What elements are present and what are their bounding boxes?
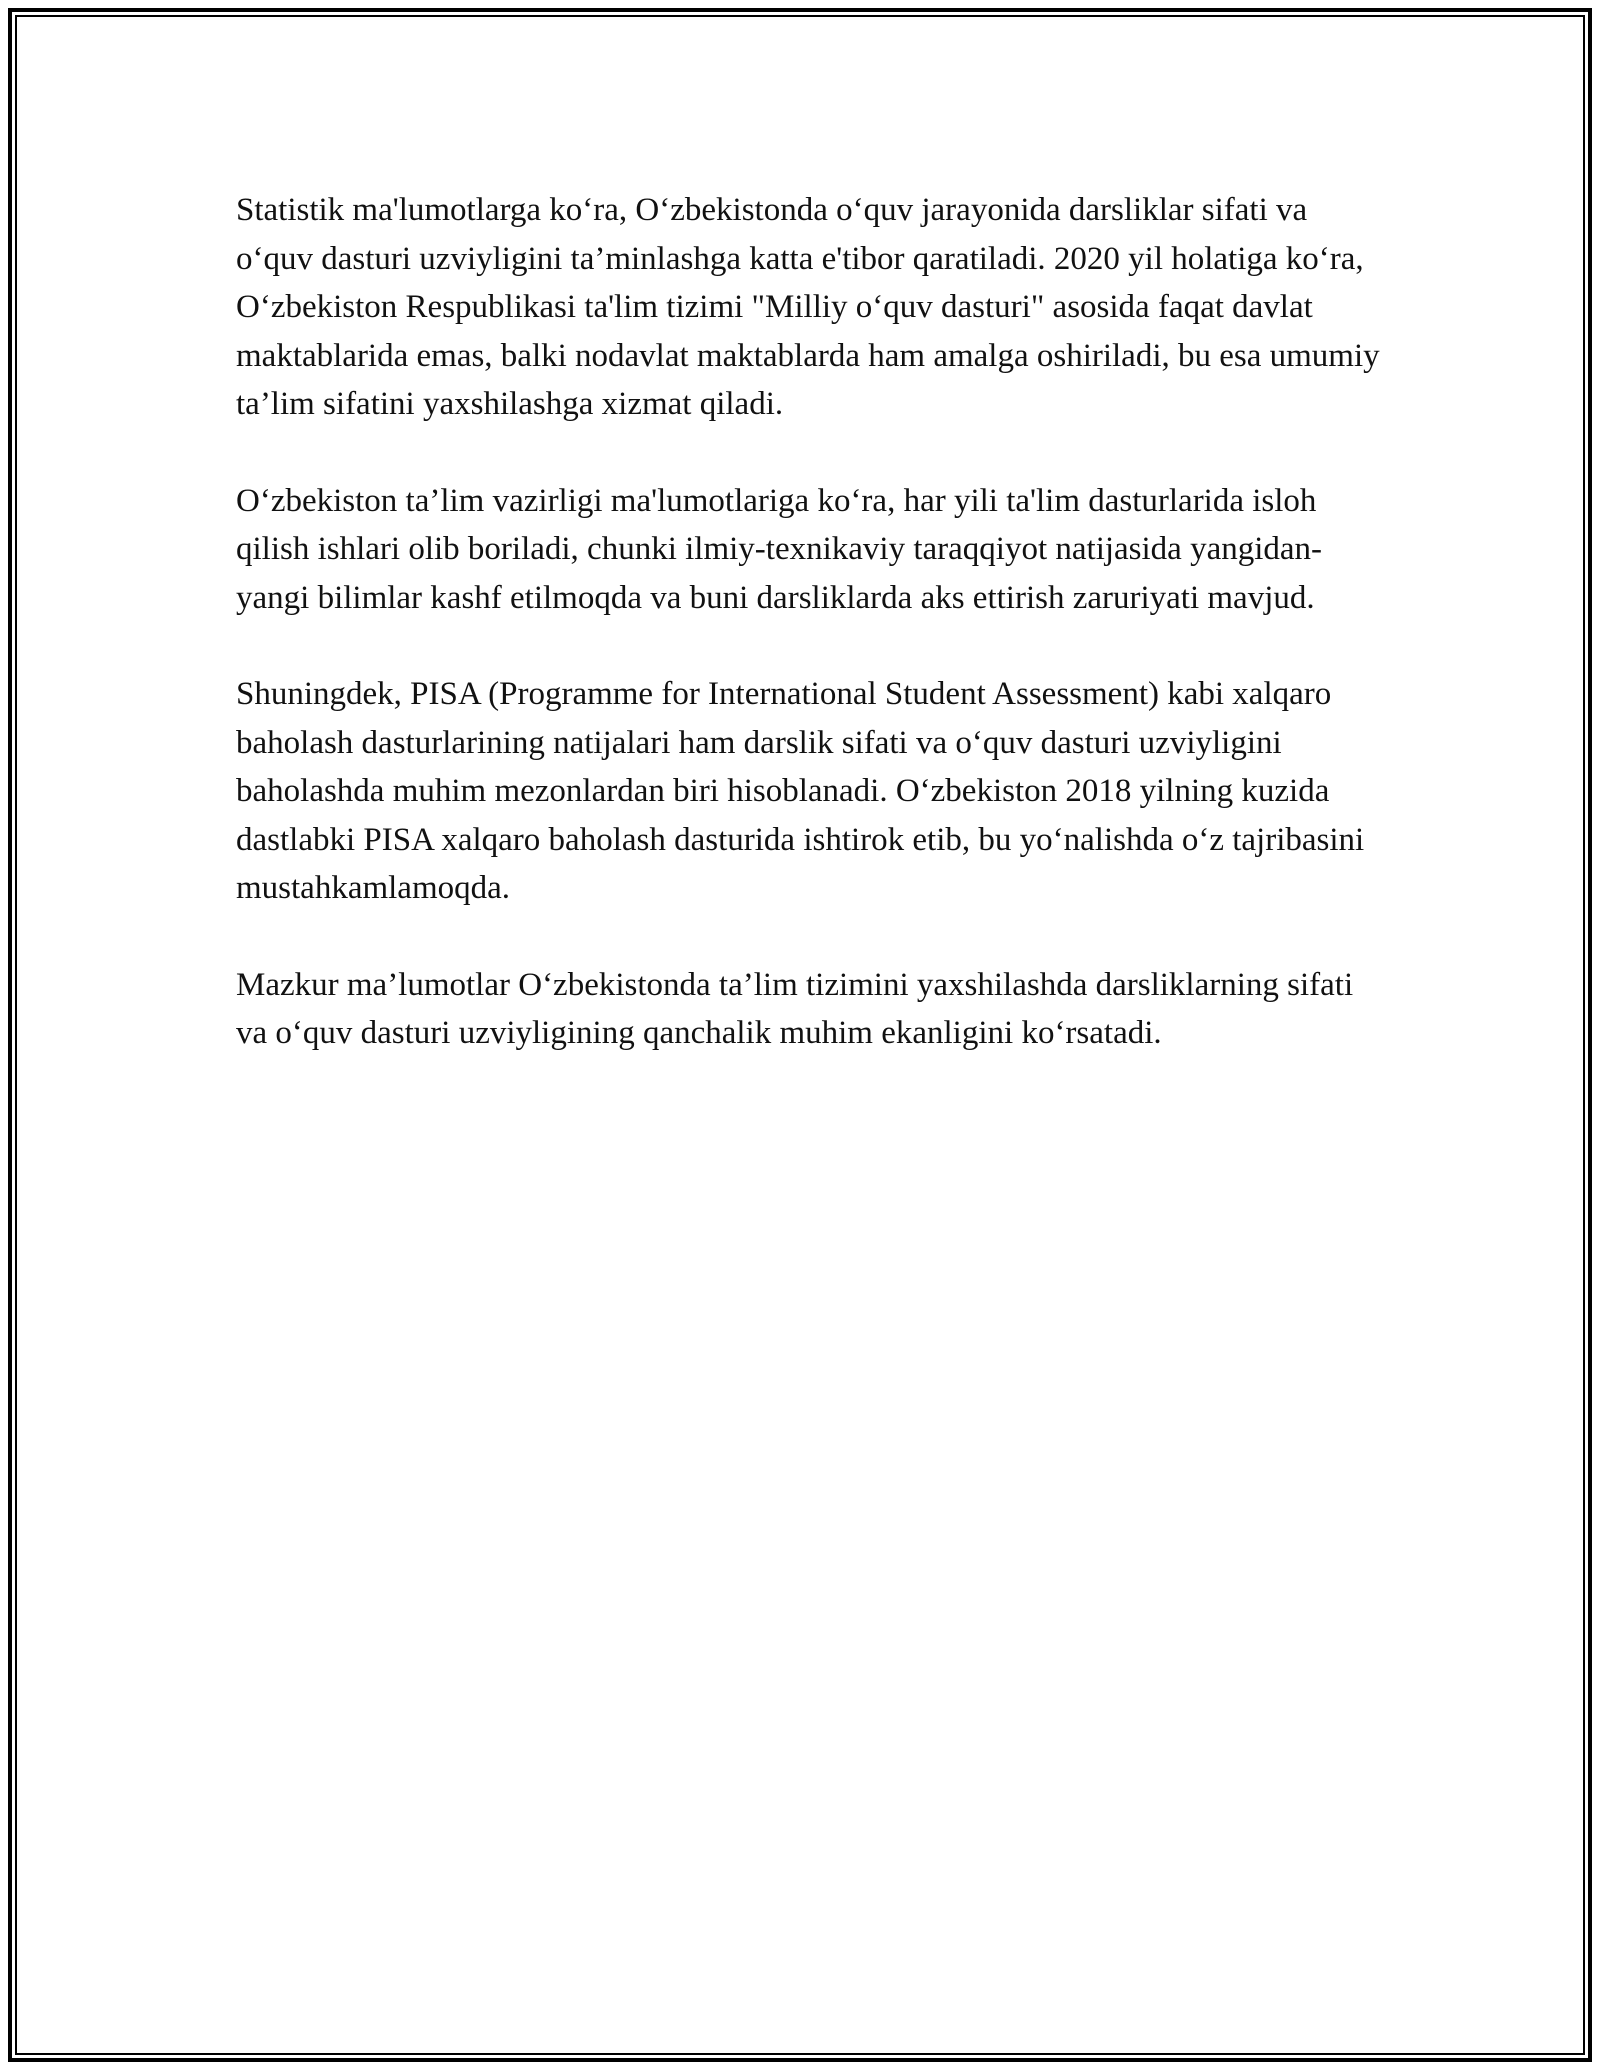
- paragraph-ministry: Oʻzbekiston ta’lim vazirligi ma'lumotlariga koʻra, har yili ta'lim dasturlarida isloh qilish ishlari olib boriladi, chunki ilmiy-texnikaviy taraqqiyot natijasida yangidan-yangi bilimlar kashf etilmoqda va buni darsliklarda aks ettirish zaruriyati mavjud.: [236, 482, 1323, 616]
- paragraph-conclusion: Mazkur ma’lumotlar Oʻzbekistonda ta’lim tizimini yaxshilashda darsliklarning sifati va oʻquv dasturi uzviyligining qanchalik muhim ekanligini koʻrsatadi.: [236, 966, 1354, 1051]
- document-body: [236, 186, 1386, 1106]
- paragraph-pisa: Shuningdek, PISA (Programme for International Student Assessment) kabi xalqaro baholash dasturlarining natijalari ham darslik sifati va oʻquv dasturi uzviyligini baholashda muhim mezonlardan biri hisoblanadi. Oʻzbekiston 2018 yilning kuzida dastlabki PISA xalqaro baholash dasturida ishtirok etib, bu yoʻnalishda oʻz tajribasini mustahkamlamoqda.: [236, 676, 1365, 906]
- paragraph-statistics: Statistik ma'lumotlarga koʻra, Oʻzbekistonda oʻquv jarayonida darsliklar sifati va oʻquv dasturi uzviyligini ta’minlashga katta e'tibor qaratiladi. 2020 yil holatiga koʻra, Oʻzbekiston Respublikasi ta'lim tizimi "Milliy oʻquv dasturi" asosida faqat davlat maktablarida emas, balki nodavlat maktablarda ham amalga oshiriladi, bu esa umumiy ta’lim sifatini yaxshilashga xizmat qiladi.: [236, 192, 1380, 422]
